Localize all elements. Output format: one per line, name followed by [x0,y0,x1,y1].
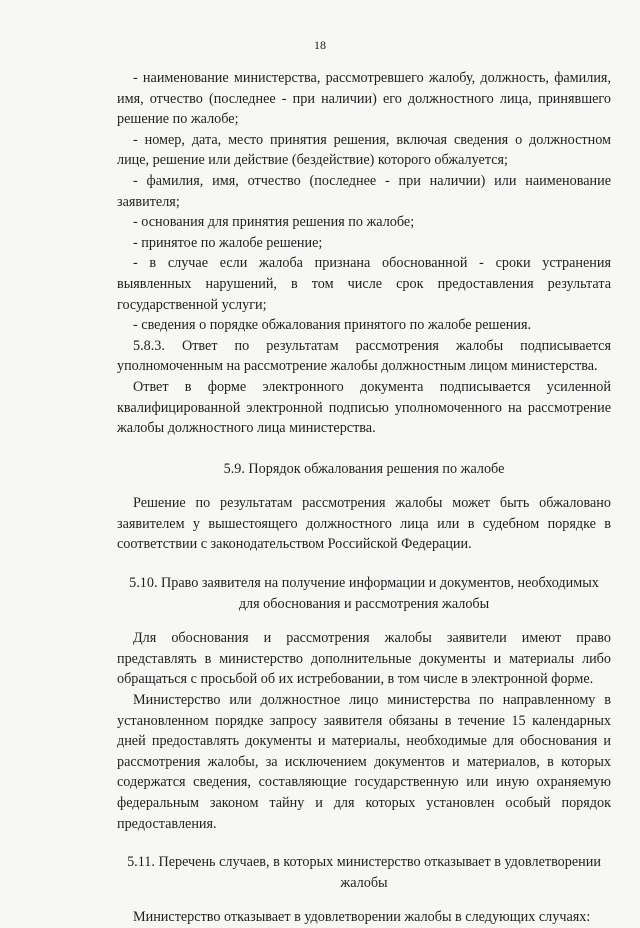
section-5-10-heading-line1: 5.10. Право заявителя на получение информации и документов, необходимых [129,575,599,592]
section-5-11-heading-line2: жалобы [340,874,388,891]
section-5-10-heading-line2: для обоснования и рассмотрения жалобы [238,595,490,612]
section-5-9-text: Решение по результатам рассмотрения жалобы может быть обжаловано заявителем у вышестоящего должностного лица или в судебном порядке в соответствии с законодательством Российской Федерации. [117,495,611,553]
list-item-appeal-info: - сведения о порядке обжалования принятого по жалобе решения. [133,317,532,334]
list-item-ministry-official: - наименование министерства, рассмотревшего жалобу, должность, фамилия, имя, отчество (последнее - при наличии) его должностного лица, принявшего решение по жалобе; [117,70,611,128]
section-5-9-heading: 5.9. Порядок обжалования решения по жалобе [223,460,505,477]
spacer [117,439,611,459]
section-5-11-text: Министерство отказывает в удовлетворении жалобы в следующих случаях: [133,909,591,926]
list-item-applicant-name: - фамилия, имя, отчество (последнее - при наличии) или наименование заявителя; [117,172,611,210]
page-number: 18 [314,38,326,52]
document-body [117,68,611,928]
section-5-10-paragraph-2: Министерство или должностное лицо министерства по направленному в установленном порядке запросу заявителя обязаны в течение 15 календарных дней предоставлять документы и материалы, необходимые для обоснования и рассмотрения жалобы, за исключением документов и материалов, в которых содержатся сведения, составляющие государственную или иную охраняемую федеральным законом тайну и для которых установлен особый порядок предоставления. [117,692,611,832]
paragraph-5-8-3: 5.8.3. Ответ по результатам рассмотрения жалобы подписывается уполномоченным на рассмотрение жалобы должностным лицом министерства. [117,337,611,375]
list-item-decision-grounds: - основания для принятия решения по жалобе; [133,214,415,231]
list-item-decision: - принятое по жалобе решение; [133,234,323,251]
section-5-11-heading-line1: 5.11. Перечень случаев, в которых министерство отказывает в удовлетворении [127,854,601,871]
section-5-10-heading [117,573,611,614]
section-5-11-heading [117,852,611,893]
spacer [117,614,611,628]
spacer [117,893,611,907]
spacer [117,834,611,852]
spacer [117,479,611,493]
list-item-decision-details: - номер, дата, место принятия решения, включая сведения о должностном лице, решение или действие (бездействие) которого обжалуется; [117,131,611,169]
spacer [117,555,611,573]
section-5-10-paragraph-1: Для обоснования и рассмотрения жалобы заявители имеют право представлять в министерство дополнительные документы и материалы либо обращаться с просьбой об их истребовании, в том числе в электронной форме. [117,630,611,688]
paragraph-electronic-signature: Ответ в форме электронного документа подписывается усиленной квалифицированной электронной подписью уполномоченного на рассмотрение жалобы должностного лица министерства. [117,378,611,437]
list-item-remedy-terms: - в случае если жалоба признана обоснованной - сроки устранения выявленных нарушений, в том числе срок предоставления результата государственной услуги; [117,255,611,313]
